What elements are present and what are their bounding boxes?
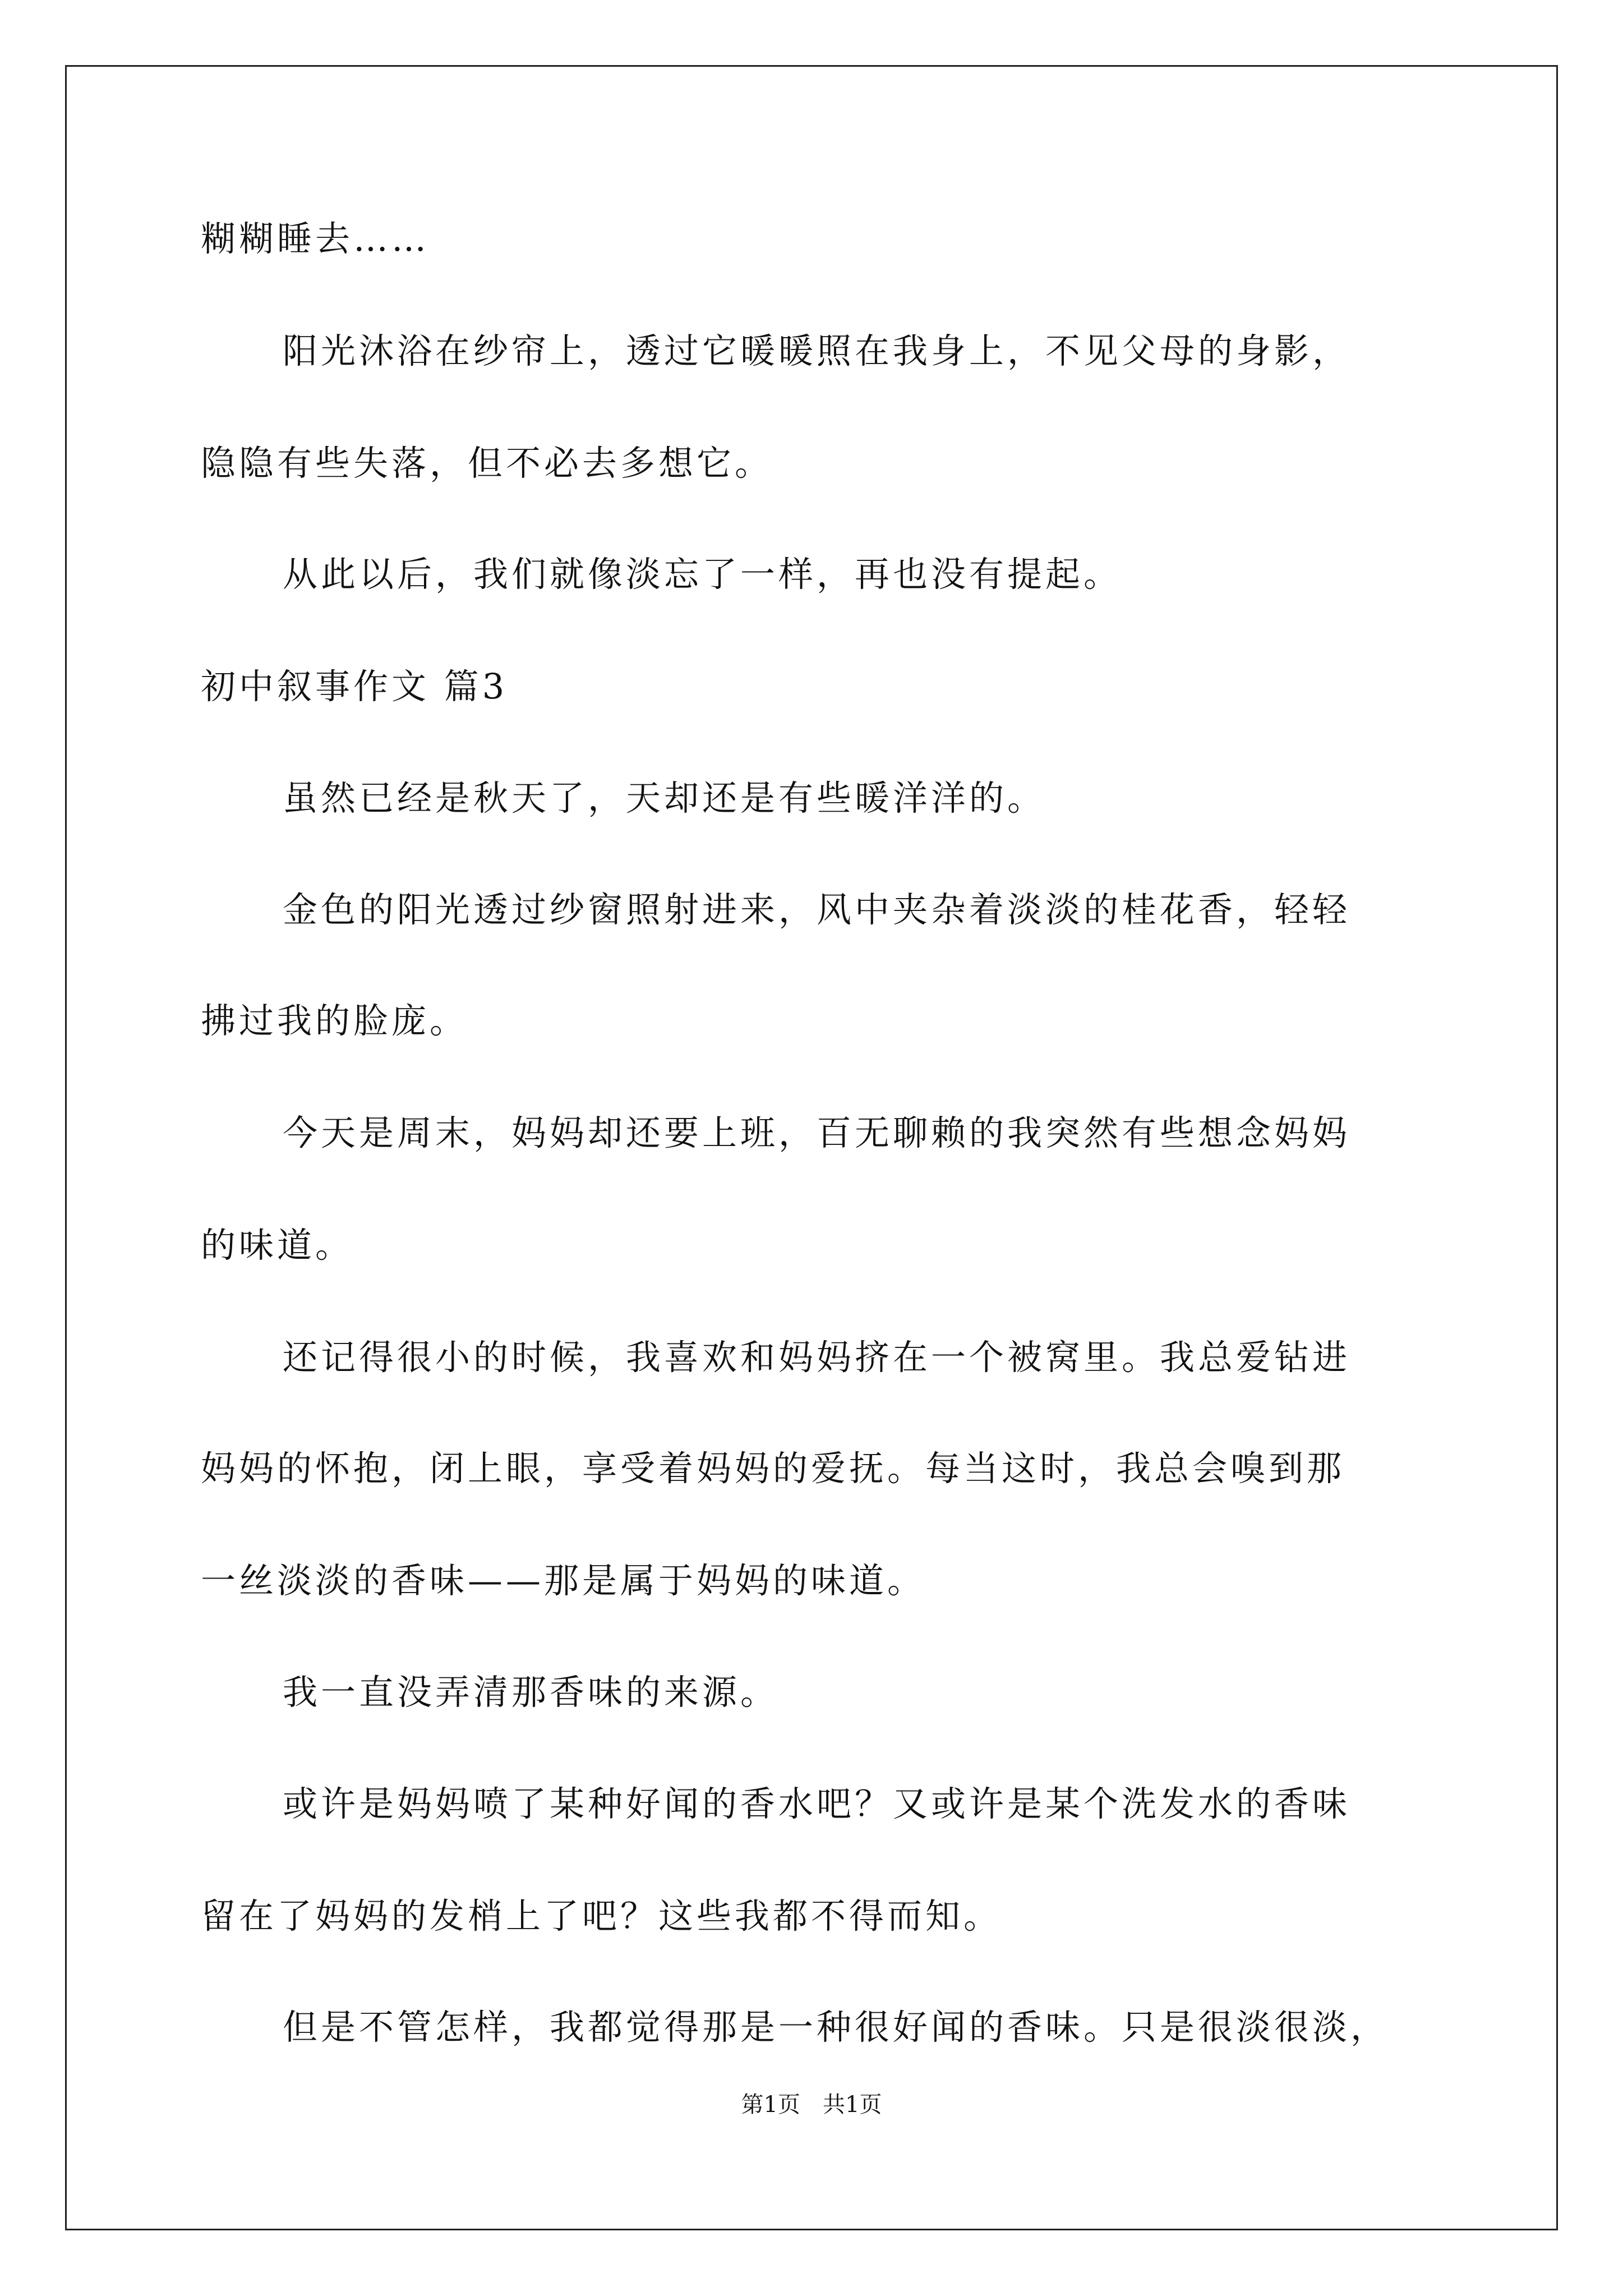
text-line: 拂过我的脸庞。 (201, 1000, 468, 1041)
section-heading: 初中叙事作文 篇3 (201, 666, 508, 707)
paragraph-start-line: 金色的阳光透过纱窗照射进来，风中夹杂着淡淡的桂花香，轻轻 (283, 889, 1351, 930)
text-line: 糊糊睡去…… (201, 218, 430, 259)
paragraph-start-line: 或许是妈妈喷了某种好闻的香水吧？又或许是某个洗发水的香味 (283, 1783, 1351, 1824)
text-line: 隐隐有些失落，但不必去多想它。 (201, 443, 773, 484)
text-line: 的味道。 (201, 1225, 354, 1266)
paragraph-start-line: 虽然已经是秋天了，天却还是有些暖洋洋的。 (283, 777, 1046, 818)
text-line: 一丝淡淡的香味——那是属于妈妈的味道。 (201, 1560, 926, 1601)
text-line: 妈妈的怀抱，闭上眼，享受着妈妈的爱抚。每当这时，我总会嗅到那 (201, 1448, 1345, 1489)
paragraph-start-line: 阳光沐浴在纱帘上，透过它暖暖照在我身上，不见父母的身影， (283, 330, 1351, 371)
text-line: 留在了妈妈的发梢上了吧？这些我都不得而知。 (201, 1895, 1002, 1936)
page-number-footer: 第1页 共1页 (741, 2092, 882, 2118)
paragraph-start-line: 今天是周末，妈妈却还要上班，百无聊赖的我突然有些想念妈妈 (283, 1112, 1351, 1153)
paragraph-start-line: 还记得很小的时候，我喜欢和妈妈挤在一个被窝里。我总爱钻进 (283, 1337, 1351, 1378)
paragraph-start-line: 从此以后，我们就像淡忘了一样，再也没有提起。 (283, 554, 1122, 595)
paragraph-start-line: 但是不管怎样，我都觉得那是一种很好闻的香味。只是很淡很淡， (283, 2007, 1389, 2047)
paragraph-start-line: 我一直没弄清那香味的来源。 (283, 1672, 779, 1713)
